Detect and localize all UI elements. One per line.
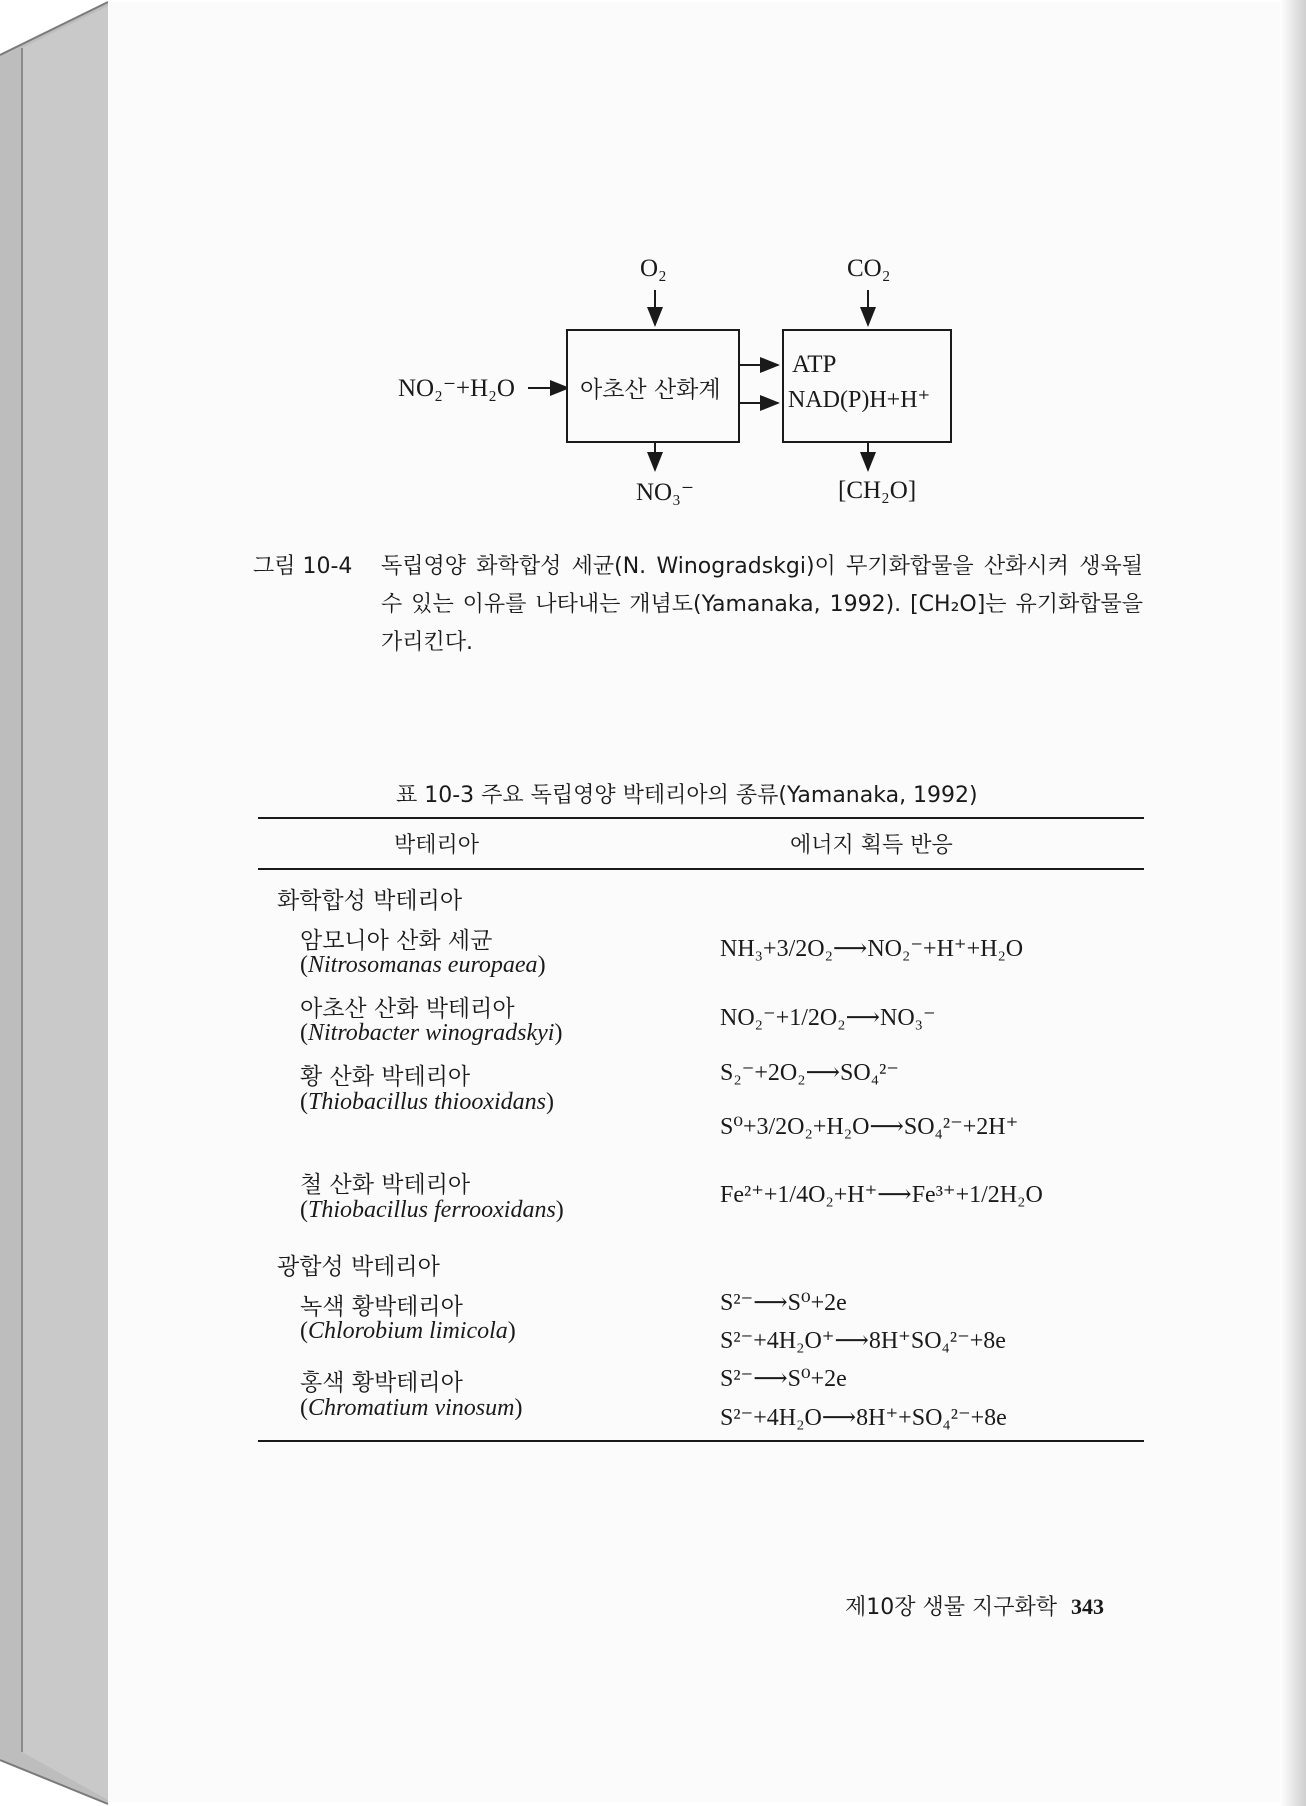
org-name-ko: 홍색 황박테리아: [300, 1370, 463, 1396]
org-name-ko: 녹색 황박테리아: [300, 1294, 463, 1320]
atp-label: ATP: [792, 351, 837, 378]
category-photosynthetic: 광합성 박테리아: [277, 1254, 440, 1280]
table-bottom-rule: [258, 1440, 1144, 1442]
org-name-ko: 암모니아 산화 세균: [300, 928, 493, 954]
concept-diagram: [380, 255, 980, 515]
reaction: S²⁻⟶S⁰+2e: [720, 1366, 847, 1392]
org-name-ko: 아초산 산화 박테리아: [300, 996, 515, 1022]
org-name-ko: 철 산화 박테리아: [300, 1172, 471, 1198]
org-name-latin: Chromatium vinosum: [308, 1395, 515, 1421]
page-number: 343: [1071, 1594, 1104, 1619]
reaction: NO₂⁻+1/2O₂⟶NO₃⁻: [720, 1005, 936, 1031]
o2-label: O₂: [640, 255, 667, 282]
org-name-latin: Thiobacillus ferrooxidans: [308, 1197, 556, 1223]
co2-label: CO₂: [847, 255, 891, 282]
header-bacteria: 박테리아: [394, 833, 480, 858]
org-name-latin: Chlorobium limicola: [308, 1318, 508, 1344]
page-footer: [845, 1590, 1104, 1621]
figure-number: 그림 10-4: [253, 554, 353, 579]
input-label: NO₂⁻+H₂O: [398, 375, 515, 402]
table-header-rule: [258, 868, 1144, 870]
reaction: Fe²⁺+1/4O₂+H⁺⟶Fe³⁺+1/2H₂O: [720, 1182, 1043, 1208]
caption-text: 독립영양 화학합성 세균(N. Winogradskgi)이 무기화합물을 산화시켜 생육될 수 있는 이유를 나타내는 개념도(Yamanaka, 1992). [CH₂O]는 유기화합물을 가리킨다.: [381, 554, 1143, 655]
reaction: S²⁻⟶S⁰+2e: [720, 1290, 847, 1316]
header-reaction: 에너지 획득 반응: [790, 833, 953, 858]
table-title: 표 10-3 주요 독립영양 박테리아의 종류(Yamanaka, 1992): [396, 783, 978, 808]
category-chemosynthetic: 화학합성 박테리아: [277, 888, 463, 914]
nitrate-label: NO₃⁻: [636, 479, 695, 506]
nadph-label: NAD(P)H+H⁺: [788, 387, 931, 413]
org-name-latin: Thiobacillus thiooxidans: [308, 1089, 547, 1115]
reaction: NH₃+3/2O₂⟶NO₂⁻+H⁺+H₂O: [720, 936, 1024, 962]
reaction: S₂⁻+2O₂⟶SO₄²⁻: [720, 1060, 899, 1086]
chapter-title: 제10장 생물 지구화학: [845, 1595, 1057, 1620]
page-shadow: [1280, 0, 1306, 1806]
table-top-rule: [258, 817, 1144, 819]
org-name-ko: 황 산화 박테리아: [300, 1064, 471, 1090]
org-name-latin: Nitrosomanas europaea: [308, 952, 538, 978]
reaction: S⁰+3/2O₂+H₂O⟶SO₄²⁻+2H⁺: [720, 1114, 1019, 1140]
reaction: S²⁻+4H₂O⟶8H⁺+SO₄²⁻+8e: [720, 1405, 1007, 1431]
ch2o-label: [CH₂O]: [838, 477, 917, 504]
nitrite-oxidation-label: 아초산 산화계: [580, 377, 721, 403]
reaction: S²⁻+4H₂O⁺⟶8H⁺SO₄²⁻+8e: [720, 1328, 1006, 1354]
org-name-latin: Nitrobacter winogradskyi: [308, 1020, 555, 1046]
